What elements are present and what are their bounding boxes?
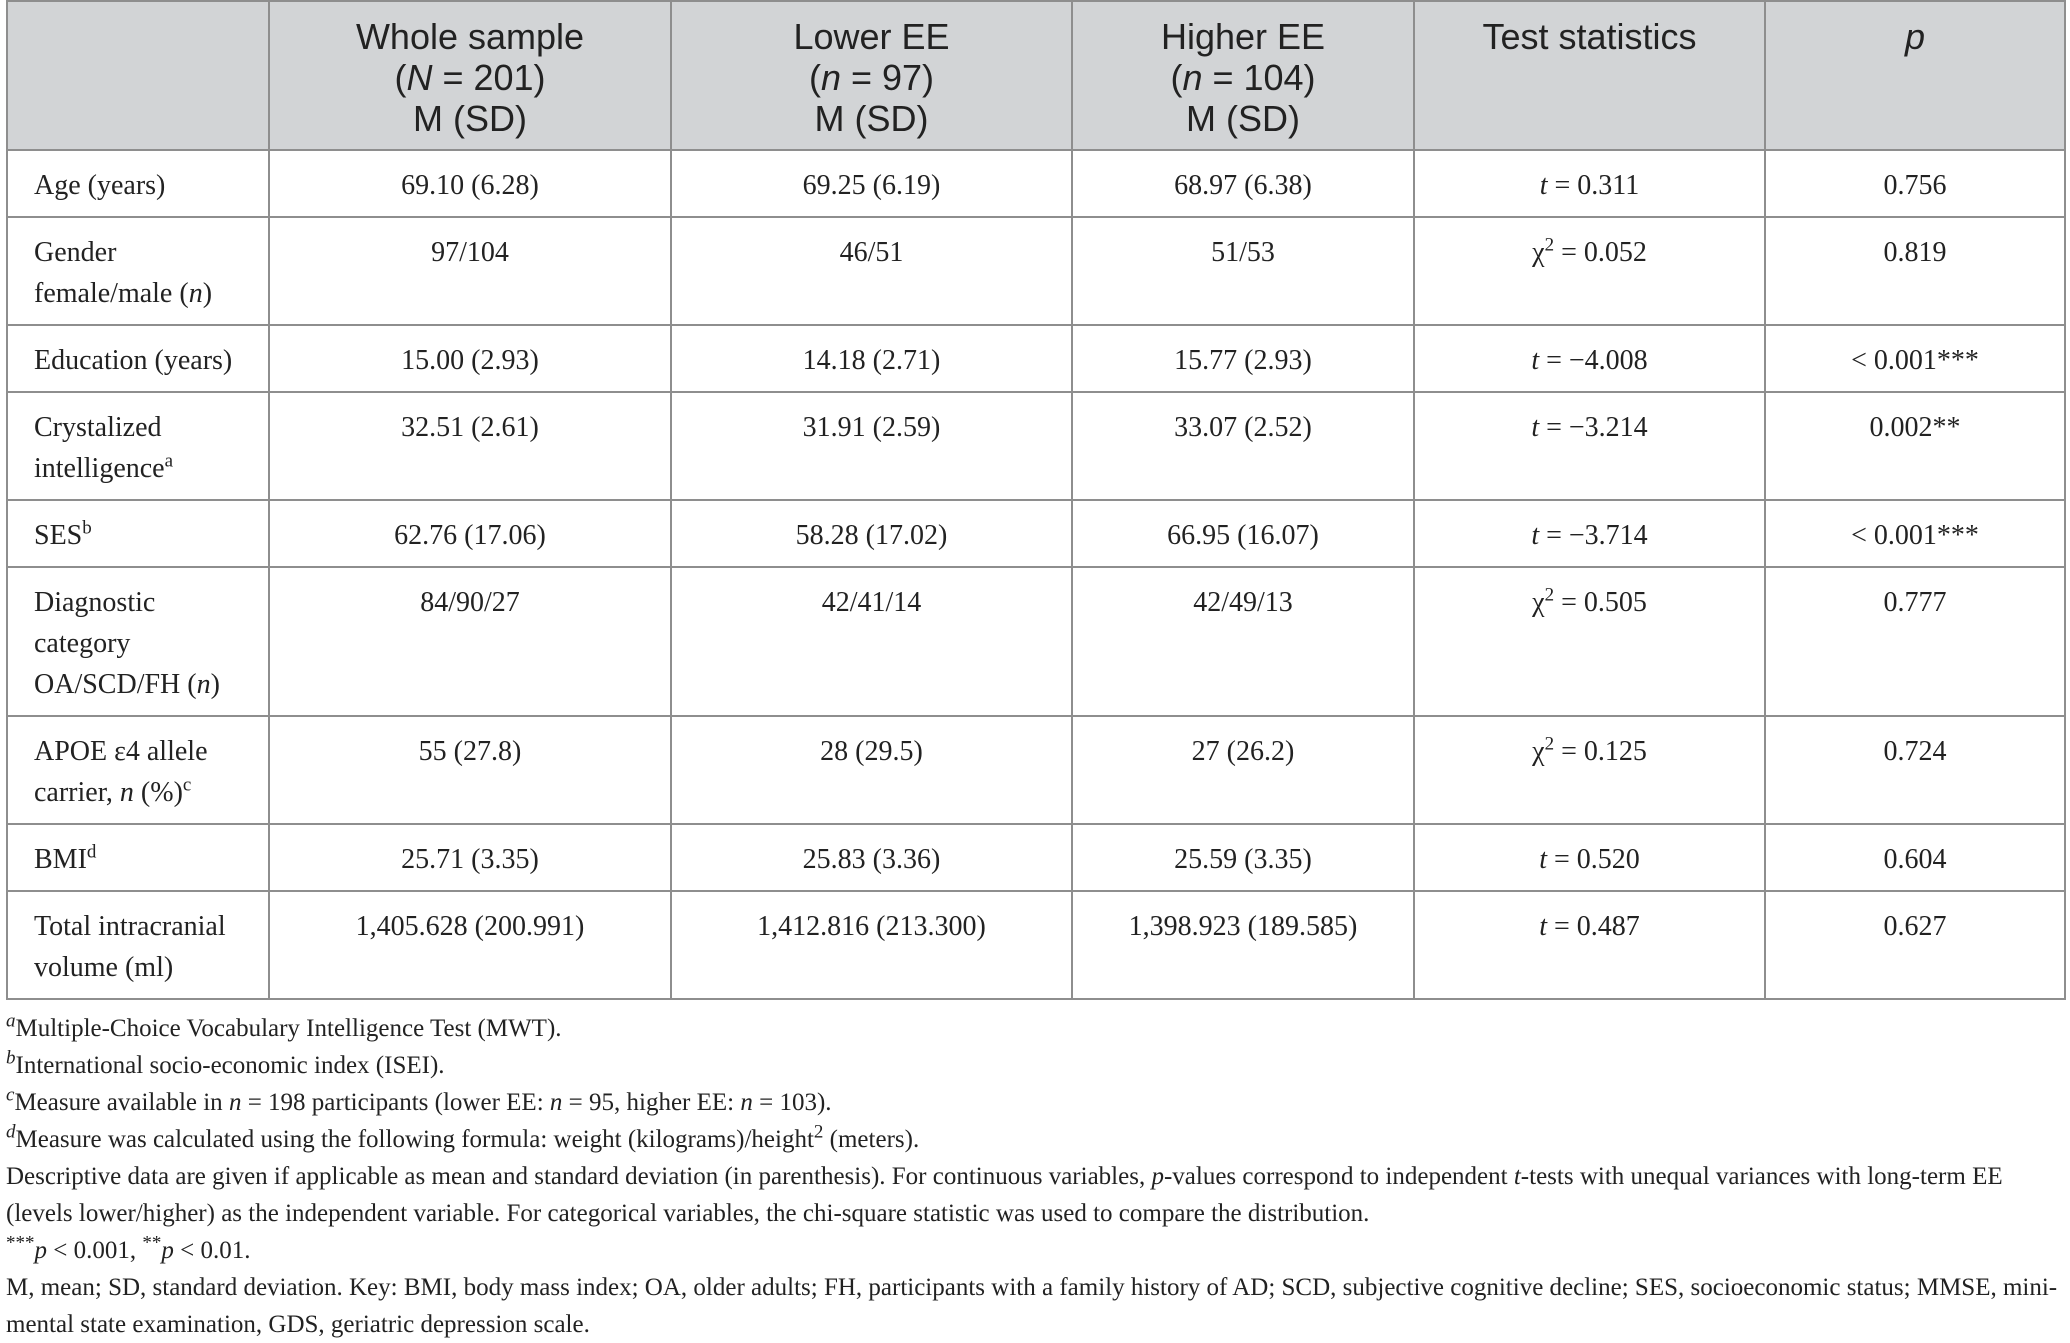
header-row: [7, 1, 2065, 150]
footnote-abbreviations: M, mean; SD, standard deviation. Key: BMI, body mass index; OA, older adults; FH, participants with a family history of AD; SCD, subjective cognitive decline; SES, socioeconomic status; MMSE, mini-mental state examination, GDS, geriatric depression scale.: [6, 1274, 2058, 1338]
cell-whole: 15.00 (2.93): [269, 325, 671, 392]
cell-test-stat: t = 0.487: [1414, 891, 1765, 999]
row-label: SES$^b$: [7, 500, 269, 567]
table-row: [7, 150, 2065, 217]
row-label: Gender female/male (n): [7, 217, 269, 325]
cell-higher: 66.95 (16.07): [1072, 500, 1414, 567]
header-higher-ee: Higher EE (n = 104) M (SD): [1072, 1, 1414, 150]
cell-lower: 42/41/14: [671, 567, 1072, 716]
header-title: Lower EE: [793, 16, 950, 57]
cell-test-stat: $\chi^2 = 0.125$: [1414, 716, 1765, 824]
footnote-description: Descriptive data are given if applicable as mean and standard deviation (in parenthesis). For continuous variables, p-values correspond to independent t-tests with unequal variances with long-term EE (levels lower/higher) as the independent variable. For categorical variables, the chi-square statistic was used to compare the distribution.: [6, 1163, 2003, 1227]
cell-lower: 46/51: [671, 217, 1072, 325]
table-row: [7, 567, 2065, 716]
cell-higher: 15.77 (2.93): [1072, 325, 1414, 392]
row-label: APOE ε4 allele carrier, n (%)$^c$: [7, 716, 269, 824]
cell-lower: 69.25 (6.19): [671, 150, 1072, 217]
table-row: [7, 392, 2065, 500]
cell-p: 0.756: [1765, 150, 2065, 217]
cell-p: 0.724: [1765, 716, 2065, 824]
footnote-a: $^a$Multiple-Choice Vocabulary Intelligence Test (MWT).: [6, 1010, 562, 1042]
header-whole-sample: Whole sample (N = 201) M (SD): [269, 1, 671, 150]
table-container: [6, 0, 2064, 1343]
cell-test-stat: t = 0.520: [1414, 824, 1765, 891]
cell-whole: 32.51 (2.61): [269, 392, 671, 500]
footnote-d: $^d$Measure was calculated using the following formula: weight (kilograms)/height$^2$ (meters).: [6, 1121, 920, 1153]
header-title: Whole sample: [355, 16, 585, 57]
footnote-c: $^c$Measure available in n = 198 participants (lower EE: n = 95, higher EE: n = 103).: [6, 1084, 832, 1116]
row-label: Crystalized intelligence$^a$: [7, 392, 269, 500]
header-test-statistics: [1414, 1, 1765, 150]
header-n-value: = 201): [432, 57, 546, 98]
table-row: [7, 325, 2065, 392]
table-row: [7, 824, 2065, 891]
table-row: [7, 500, 2065, 567]
row-label: Education (years): [7, 325, 269, 392]
cell-lower: 25.83 (3.36): [671, 824, 1072, 891]
cell-whole: 25.71 (3.35): [269, 824, 671, 891]
table-row: [7, 716, 2065, 824]
footnote-significance: ***p < 0.001, **p < 0.01.: [6, 1232, 251, 1264]
cell-higher: 33.07 (2.52): [1072, 392, 1414, 500]
table-row: [7, 217, 2065, 325]
cell-higher: 68.97 (6.38): [1072, 150, 1414, 217]
cell-whole: 84/90/27: [269, 567, 671, 716]
cell-higher: 1,398.923 (189.585): [1072, 891, 1414, 999]
cell-higher: 51/53: [1072, 217, 1414, 325]
cell-p: < 0.001***: [1765, 325, 2065, 392]
header-stat-type: M (SD): [814, 98, 929, 139]
cell-test-stat: t = −3.214: [1414, 392, 1765, 500]
cell-whole: 55 (27.8): [269, 716, 671, 824]
row-label: Diagnostic category OA/SCD/FH (n): [7, 567, 269, 716]
cell-test-stat: t = 0.311: [1414, 150, 1765, 217]
cell-lower: 14.18 (2.71): [671, 325, 1072, 392]
header-n-value: = 97): [840, 57, 935, 98]
cell-p: 0.777: [1765, 567, 2065, 716]
cell-lower: 31.91 (2.59): [671, 392, 1072, 500]
header-title: Test statistics: [1482, 16, 1697, 57]
cell-higher: 27 (26.2): [1072, 716, 1414, 824]
cell-lower: 28 (29.5): [671, 716, 1072, 824]
header-title: Higher EE: [1160, 16, 1326, 57]
row-label: Age (years): [7, 150, 269, 217]
row-label: BMI$^d$: [7, 824, 269, 891]
header-title: p: [1904, 16, 1926, 57]
footnote-b: $^b$International socio-economic index (ISEI).: [6, 1047, 445, 1079]
header-n-symbol: n: [1182, 57, 1203, 98]
header-stat-type: M (SD): [1186, 98, 1300, 139]
cell-lower: 58.28 (17.02): [671, 500, 1072, 567]
header-n-symbol: N: [406, 57, 433, 98]
row-label: Total intracranial volume (ml): [7, 891, 269, 999]
header-empty-cell: [7, 1, 269, 150]
cell-whole: 1,405.628 (200.991): [269, 891, 671, 999]
table-row: [7, 891, 2065, 999]
header-lower-ee: Lower EE (n = 97) M (SD): [671, 1, 1072, 150]
header-stat-type: M (SD): [413, 98, 527, 139]
demographics-table: [6, 0, 2066, 1000]
cell-test-stat: $\chi^2 = 0.052$: [1414, 217, 1765, 325]
cell-test-stat: $\chi^2 = 0.505$: [1414, 567, 1765, 716]
header-n-symbol: n: [820, 57, 841, 98]
cell-p: < 0.001***: [1765, 500, 2065, 567]
cell-test-stat: t = −3.714: [1414, 500, 1765, 567]
cell-lower: 1,412.816 (213.300): [671, 891, 1072, 999]
cell-whole: 69.10 (6.28): [269, 150, 671, 217]
cell-higher: 42/49/13: [1072, 567, 1414, 716]
header-n-value: = 104): [1202, 57, 1316, 98]
cell-p: 0.604: [1765, 824, 2065, 891]
cell-p: 0.627: [1765, 891, 2065, 999]
cell-test-stat: t = −4.008: [1414, 325, 1765, 392]
cell-p: 0.002**: [1765, 392, 2065, 500]
header-p-value: [1765, 1, 2065, 150]
cell-whole: 97/104: [269, 217, 671, 325]
cell-higher: 25.59 (3.35): [1072, 824, 1414, 891]
cell-p: 0.819: [1765, 217, 2065, 325]
cell-whole: 62.76 (17.06): [269, 500, 671, 567]
table-footnotes: [6, 1010, 2064, 1343]
